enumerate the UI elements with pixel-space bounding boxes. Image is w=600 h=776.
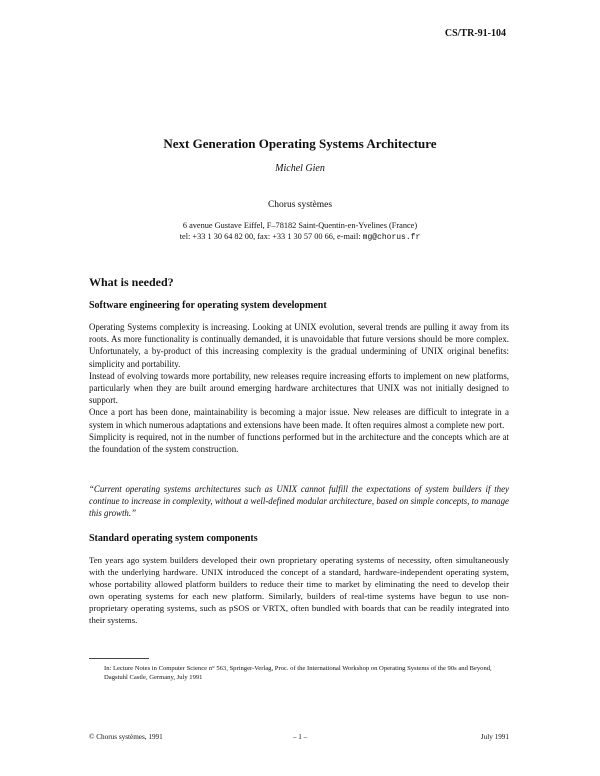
quote: “Current operating systems architectures such as UNIX cannot fulfill the expectations of system builders if they continue to increase in complexity, without a well-defined modular architecture, based on simple concepts, to manage this growth.” (89, 484, 509, 519)
paragraph: Simplicity is required, not in the number of functions performed but in the architecture and the concepts which are at the foundation of the system construction. (89, 431, 509, 455)
section-heading: What is needed? (89, 275, 174, 289)
contact-line (0, 231, 600, 243)
body-text-1 (89, 321, 509, 455)
footer-copyright: © Chorus systèmes, 1991 (89, 733, 163, 741)
author: Michel Gien (275, 163, 325, 174)
report-id: CS/TR-91-104 (444, 28, 506, 39)
contact-text: tel: +33 1 30 64 82 00, fax: +33 1 30 57 00 66, e-mail: (179, 232, 363, 241)
email-address: mg@chorus.fr (362, 233, 421, 242)
paragraph: Once a port has been done, maintainability is becoming a major issue. New releases are difficult to integrate in a system in which numerous adaptations and extensions have been made. It often requires almost a complete new port. (89, 407, 509, 430)
affiliation-org: Chorus systèmes (267, 200, 333, 210)
footer-date: July 1991 (480, 733, 509, 741)
paragraph: Operating Systems complexity is increasing. Looking at UNIX evolution, several trends are pulling it away from its roots. As more functionality is continually demanded, it is unavoidable that future versions should be more complex. Unfortunately, a by-product of this increasing complexity is the gradual undermining of UNIX original benefits: simplicity and portability. (89, 322, 509, 369)
footnote-rule (89, 658, 149, 659)
paragraph: Ten years ago system builders developed their own proprietary operating systems of necessity, often simultaneously with the underlying hardware. UNIX introduced the concept of a standard, hardware-independent operating system, whose portability allowed platform builders to reduce their time to market by eliminating the need to develop their own operating systems for each new platform. Similarly, builders of real-time systems have begun to use non-proprietary operating systems, such as pSOS or VRTX, often bundled with boards that can be readily integrated into their systems. (89, 555, 509, 626)
address-line: 6 avenue Gustave Eiffel, F–78182 Saint-Quentin-en-Yvelines (France) (182, 221, 418, 230)
footnote: In: Lecture Notes in Computer Science n° 563, Springer-Verlag, Proc. of the International Workshop on Operating Systems of the 90s and Beyond, Dagstuhl Castle, Germany, July 1991 (104, 665, 492, 681)
page-number: – 1 – (292, 733, 308, 741)
paragraph: Instead of evolving towards more portability, new releases require increasing efforts to implement on new platforms, particularly when they are built around emerging hardware architectures that UNIX was not initially designed to support. (89, 370, 509, 406)
subsection-heading-1: Software engineering for operating system development (89, 300, 327, 311)
affiliation-address (0, 220, 600, 243)
body-text-2 (89, 554, 509, 627)
subsection-heading-2: Standard operating system components (89, 533, 258, 544)
paper-title: Next Generation Operating Systems Architecture (163, 136, 437, 151)
